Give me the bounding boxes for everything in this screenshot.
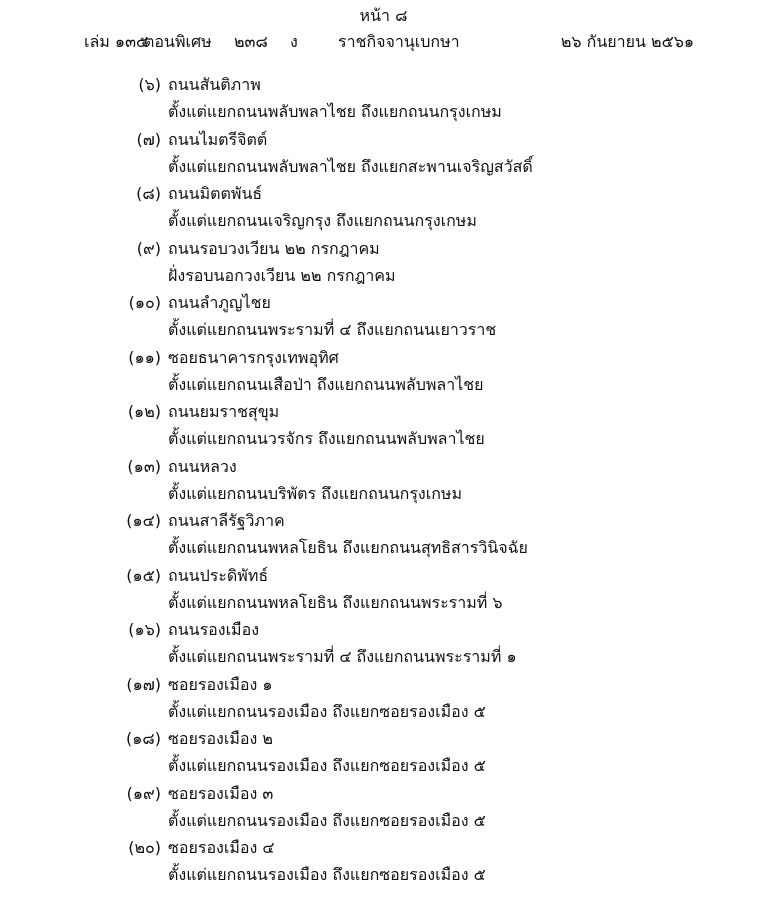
item-number: (๘) [136,184,161,203]
road-extent: ตั้งแต่แยกถนนรองเมือง ถึงแยกซอยรองเมือง ๕ [168,756,486,775]
item-number: (๑๔) [126,511,161,530]
list-item [0,72,767,127]
road-extent: ตั้งแต่แยกถนนพหลโยธิน ถึงแยกถนนพระรามที่ ๖ [168,592,503,612]
list-item [0,345,767,400]
road-extent: ตั้งแต่แยกถนนบริพัตร ถึงแยกถนนกรุงเกษม [168,483,462,503]
road-extent: ตั้งแต่แยกถนนวรจักร ถึงแยกถนนพลับพลาไชย [168,429,485,448]
road-name: ถนนสันติภาพ [168,75,261,94]
list-item [0,835,767,890]
list-item [0,236,767,291]
road-name: ซอยธนาคารกรุงเทพอุทิศ [168,347,339,367]
item-number: (๑๐) [128,293,161,312]
road-extent: ตั้งแต่แยกถนนพระรามที่ ๔ ถึงแยกถนนพระรามที่ ๑ [168,647,517,666]
list-item [0,127,767,182]
road-name: ถนนรองเมือง [168,620,260,639]
road-name: ถนนลำภูญไชย [168,293,271,312]
road-name: ถนนรอบวงเวียน ๒๒ กรกฎาคม [168,238,380,258]
item-number: (๗) [136,129,161,149]
list-item [0,563,767,618]
road-extent: ตั้งแต่แยกถนนรองเมือง ถึงแยกซอยรองเมือง ๕ [168,701,486,721]
volume-label: เล่ม ๑๓๕ [84,32,149,51]
road-name: ซอยรองเมือง ๑ [168,674,273,694]
list-item [0,508,767,563]
list-item [0,672,767,727]
list-item [0,181,767,236]
item-number: (๒๐) [128,838,161,857]
issue-label: ตอนพิเศษ [144,32,212,51]
item-number: (๑๘) [126,729,161,748]
road-extent: ตั้งแต่แยกถนนเสือป่า ถึงแยกถนนพลับพลาไชย [168,374,484,394]
road-list [0,72,767,890]
road-extent: ตั้งแต่แยกถนนเจริญกรุง ถึงแยกถนนกรุงเกษม [168,211,477,230]
road-extent: ตั้งแต่แยกถนนพระรามที่ ๔ ถึงแยกถนนเยาวราช [168,320,497,339]
issue-number: ๒๓๘ [234,32,268,51]
list-item [0,617,767,672]
item-number: (๑๖) [128,620,161,639]
item-number: (๑๕) [126,565,161,585]
item-number: (๑๙) [126,783,161,803]
road-name: ซอยรองเมือง ๓ [168,783,274,803]
road-extent: ตั้งแต่แยกถนนพหลโยธิน ถึงแยกถนนสุทธิสารวินิจฉัย [168,538,528,557]
road-name: ซอยรองเมือง ๔ [168,838,275,857]
list-item [0,781,767,836]
road-name: ถนนประดิพัทธ์ [168,565,269,585]
item-number: (๑๗) [126,674,161,694]
publication-date: ๒๖ กันยายน ๒๕๖๑ [560,32,694,51]
road-extent: ตั้งแต่แยกถนนรองเมือง ถึงแยกซอยรองเมือง ๕ [168,865,486,884]
road-name: ถนนหลวง [168,456,237,476]
road-name: ซอยรองเมือง ๒ [168,729,273,748]
road-extent: ตั้งแต่แยกถนนรองเมือง ถึงแยกซอยรองเมือง ๕ [168,810,486,830]
item-number: (๙) [136,238,161,258]
page-number: หน้า ๘ [359,6,408,25]
road-name: ถนนมิตตพันธ์ [168,184,263,203]
item-number: (๖) [138,75,161,94]
list-item [0,290,767,345]
road-extent: ฝั่งรอบนอกวงเวียน ๒๒ กรกฎาคม [168,265,396,285]
section-letter: ง [290,32,298,51]
list-item [0,726,767,781]
item-number: (๑๑) [128,347,161,367]
list-item [0,454,767,509]
list-item [0,399,767,454]
road-name: ถนนยมราชสุขุม [168,402,280,421]
gazette-title: ราชกิจจานุเบกษา [338,32,460,51]
road-name: ถนนไมตรีจิตต์ [168,129,268,149]
item-number: (๑๒) [127,402,161,421]
gazette-header [84,30,694,54]
road-name: ถนนสาลีรัฐวิภาค [168,511,285,530]
road-extent: ตั้งแต่แยกถนนพลับพลาไชย ถึงแยกถนนกรุงเกษม [168,102,502,121]
road-extent: ตั้งแต่แยกถนนพลับพลาไชย ถึงแยกสะพานเจริญสวัสดิ์ [168,156,533,176]
item-number: (๑๓) [127,456,161,476]
